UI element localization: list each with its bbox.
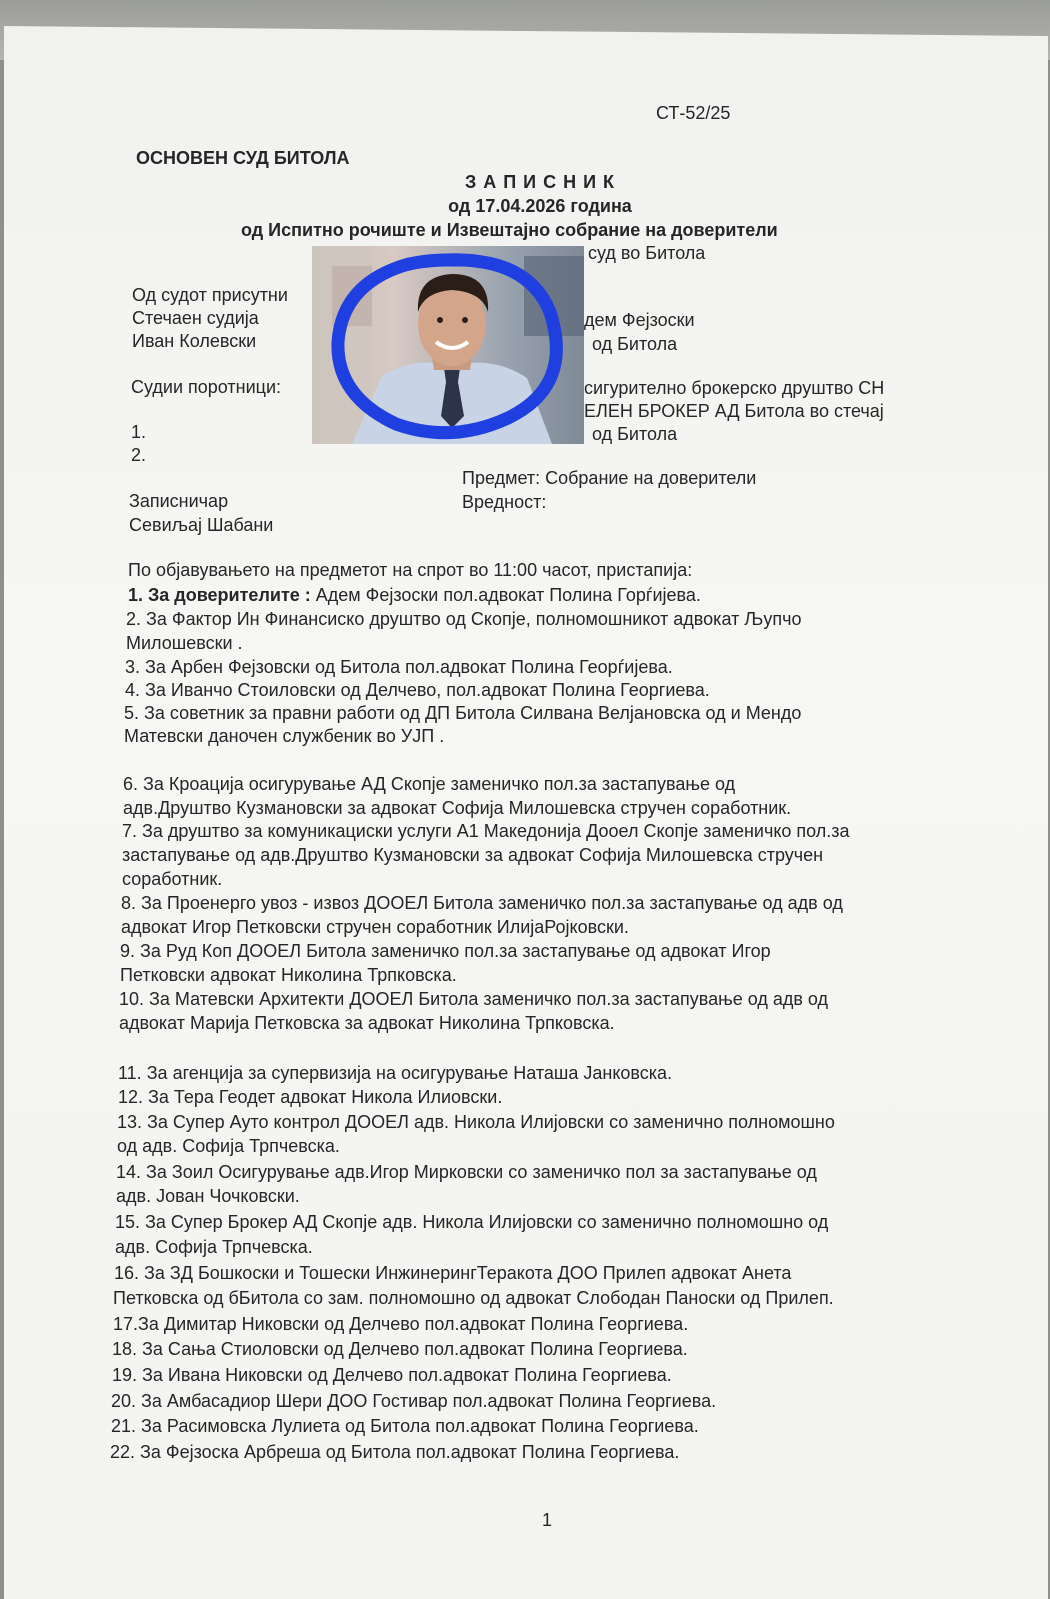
- list-item: 3. За Арбен Фејзовски од Битола пол.адвокат Полина Георѓијева.: [125, 657, 673, 677]
- debtor-line-3: од Битола: [592, 424, 678, 444]
- debtor-line-1: сигурително брокерско друштво СН: [584, 378, 885, 398]
- list-item: адв. Јован Чочковски.: [116, 1186, 300, 1206]
- list-item: 6. За Кроација осигурување АД Скопје заменичко пол.за застапување од: [123, 774, 736, 794]
- list-item: 5. За советник за правни работи од ДП Битола Силвана Велјановска од и Мендо: [124, 703, 802, 723]
- debtor-line-2: ЕЛЕН БРОКЕР АД Битола во стечај: [584, 401, 884, 421]
- list-item: 22. За Фејзоска Арбреша од Битола пол.адвокат Полина Георгиева.: [110, 1442, 680, 1462]
- recorder-label: Записничар: [129, 491, 229, 511]
- recorder-name: Севиљај Шабани: [129, 515, 274, 535]
- lay-judges-label: Судии поротници:: [131, 377, 282, 397]
- list-item: 17.За Димитар Никовски од Делчево пол.адвокат Полина Георгиева.: [113, 1314, 689, 1334]
- party-name: дем Фејзоски: [584, 310, 695, 330]
- portrait-image: [312, 246, 584, 444]
- list-item: Петковска од бБитола со зам. полномошно од адвокат Слободан Паноски од Прилеп.: [113, 1288, 834, 1308]
- item-prefix: 1. За доверителите :: [128, 585, 311, 605]
- list-item: 10. За Матевски Архитекти ДООЕЛ Битола заменичко пол.за застапување од адв од: [119, 989, 829, 1009]
- list-item: 11. За агенција за супервизија на осигурување Наташа Јанковска.: [118, 1063, 673, 1083]
- list-item: [128, 584, 701, 606]
- list-item: 4. За Иванчо Стоиловски од Делчево, пол.адвокат Полина Георгиева.: [125, 680, 710, 700]
- list-item: 21. За Расимовска Лулиета од Битола пол.адвокат Полина Георгиева.: [111, 1416, 699, 1436]
- intro-line: По објавувањето на предметот на спрот во 11:00 часот, пристапија:: [128, 560, 693, 580]
- list-item: 14. За Зоил Осигурување адв.Игор Мирковски со заменичко пол за застапување од: [116, 1162, 817, 1182]
- list-item: 9. За Руд Коп ДООЕЛ Битола заменичко пол.за застапување од адвокат Игор: [120, 941, 771, 961]
- court-name: ОСНОВЕН СУД БИТОЛА: [136, 148, 350, 168]
- subject-field: Предмет: Собрание на доверители: [462, 468, 757, 488]
- list-item: адвокат Марија Петковска за адвокат Николина Трпковска.: [119, 1013, 615, 1033]
- list-item: 19. За Ивана Никовски од Делчево пол.адвокат Полина Георгиева.: [112, 1365, 672, 1385]
- judge-name: Иван Колевски: [132, 331, 257, 351]
- list-item: 15. За Супер Брокер АД Скопје адв. Никола Илијовски со заменично полномошно од: [115, 1212, 829, 1232]
- value-field: Вредност:: [462, 492, 547, 512]
- list-item: 2. За Фактор Ин Финансиско друштво од Скопје, полномошникот адвокат Љупчо: [126, 609, 802, 629]
- list-item: 7. За друштво за комуникациски услуги А1 Македонија Дооел Скопје заменичко пол.за: [122, 821, 850, 841]
- pasted-photo: [312, 246, 584, 444]
- lay-judge-1: 1.: [131, 422, 147, 442]
- page-number: 1: [542, 1510, 553, 1530]
- list-item: 13. За Супер Ауто контрол ДООЕЛ адв. Никола Илијовски со заменично полномошно: [117, 1112, 835, 1132]
- subject-line: од Испитно рочиште и Извештајно собрание на доверители: [241, 220, 778, 240]
- present-label: Од судот присутни: [132, 285, 288, 305]
- document-title: З А П И С Н И К: [464, 172, 616, 192]
- list-item: 18. За Сања Стиоловски од Делчево пол.адвокат Полина Георгиева.: [112, 1339, 688, 1359]
- list-item: од адв. Софија Трпчевска.: [117, 1136, 340, 1156]
- list-item: Петковски адвокат Николина Трпковска.: [120, 965, 457, 985]
- judge-label: Стечаен судија: [132, 308, 259, 328]
- item-text: Адем Фејзоски пол.адвокат Полина Горѓијева.: [310, 585, 701, 605]
- list-item: адвокат Игор Петковски стручен соработник ИлијаРојковски.: [121, 917, 629, 937]
- list-item: 20. За Амбасадиор Шери ДОО Гостивар пол.адвокат Полина Георгиева.: [111, 1391, 717, 1411]
- party-city: од Битола: [592, 334, 678, 354]
- list-item: Милошевски .: [126, 633, 243, 653]
- list-item: 8. За Проенерго увоз - извоз ДООЕЛ Битола заменичко пол.за застапување од адв од: [121, 893, 843, 913]
- list-item: застапување од адв.Друштво Кузмановски за адвокат Софија Милошевска стручен: [122, 845, 824, 865]
- list-item: Матевски даночен службеник во УЈП .: [124, 726, 445, 746]
- list-item: соработник.: [122, 869, 223, 889]
- case-number: СТ-52/25: [656, 103, 731, 123]
- date-line: од 17.04.2026 година: [448, 196, 632, 216]
- list-item: адв. Софија Трпчевска.: [115, 1237, 313, 1257]
- list-item: адв.Друштво Кузмановски за адвокат Софија Милошевска стручен соработник.: [123, 798, 792, 818]
- court-fragment: суд во Битола: [588, 243, 706, 263]
- list-item: 12. За Тера Геодет адвокат Никола Илиовски.: [118, 1087, 503, 1107]
- lay-judge-2: 2.: [131, 445, 147, 465]
- list-item: 16. За ЗД Бошкоски и Тошески ИнжинерингТеракота ДОО Прилеп адвокат Анета: [114, 1263, 792, 1283]
